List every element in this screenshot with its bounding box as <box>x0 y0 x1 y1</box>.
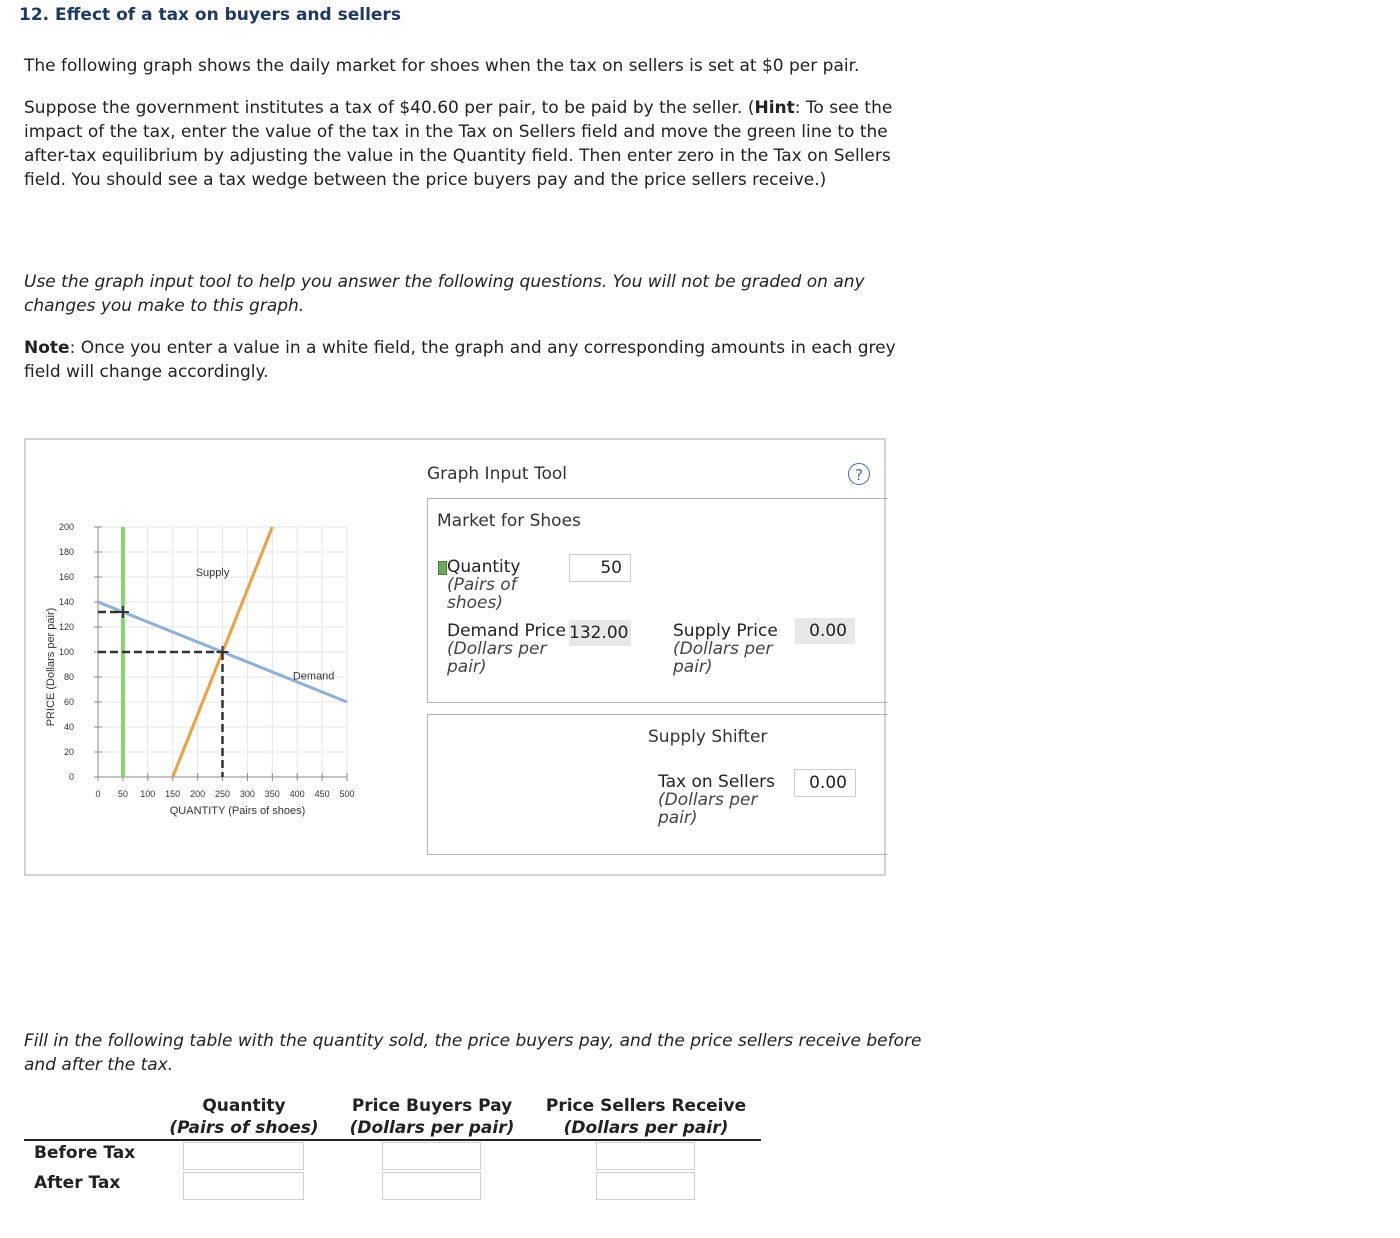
x-tick-label: 150 <box>165 789 181 799</box>
row-after-tax-label: After Tax <box>34 1173 121 1193</box>
y-tick-label: 20 <box>63 747 74 757</box>
quantity-input[interactable]: 50 <box>569 554 631 582</box>
y-axis-label: PRICE (Dollars per pair) <box>45 607 57 727</box>
before-tax-quantity-input[interactable] <box>183 1142 304 1170</box>
supply-price-label: Supply Price (Dollars per pair) <box>673 621 778 677</box>
after-tax-buyers-price-input[interactable] <box>382 1172 481 1200</box>
x-tick-label: 250 <box>214 789 231 799</box>
x-tick-label: 50 <box>117 789 128 799</box>
help-icon[interactable]: ? <box>848 463 870 485</box>
table-instruction: Fill in the following table with the quantity sold, the price buyers pay, and the price sellers receive before and after the tax. <box>24 1031 922 1075</box>
x-tick-label: 200 <box>190 789 206 799</box>
quantity-label: Quantity (Pairs of shoes) <box>447 557 521 613</box>
supply-shifter-box <box>427 714 888 855</box>
supply-shifter-title: Supply Shifter <box>648 727 768 747</box>
supply-price-value: 0.00 <box>795 618 855 644</box>
market-title: Market for Shoes <box>437 511 581 531</box>
question-title: 12. Effect of a tax on buyers and sellers <box>19 5 401 25</box>
y-tick-label: 40 <box>63 722 74 732</box>
graph-panel <box>24 438 886 876</box>
instruction-text: Use the graph input tool to help you answer the following questions. You will not be graded on any changes you make to this graph. <box>24 272 865 316</box>
x-tick-label: 0 <box>95 789 101 799</box>
y-tick-label: 200 <box>58 522 74 532</box>
note-bold: Note <box>24 338 70 358</box>
demand-price-label: Demand Price (Dollars per pair) <box>447 621 566 677</box>
y-tick-label: 140 <box>58 597 74 607</box>
hint-post: : To see the impact of the tax, enter the value of the tax in the Tax on Sellers field and move the green line to the after-tax equilibrium by adjusting the value in the Quantity field. Then enter zero in the Tax on Sellers field. You should see a tax wedge between the price buyers pay and the price sellers receive.) <box>24 98 893 190</box>
hint-pre: Suppose the government institutes a tax of $40.60 per pair, to be paid by the seller. ( <box>24 98 755 118</box>
y-tick-label: 100 <box>58 647 74 657</box>
x-tick-label: 350 <box>264 789 280 799</box>
y-tick-label: 180 <box>58 547 74 557</box>
y-tick-label: 60 <box>63 697 74 707</box>
y-tick-label: 0 <box>68 772 74 782</box>
table-header-rule <box>24 1139 761 1141</box>
market-box <box>427 498 888 703</box>
before-tax-sellers-price-input[interactable] <box>596 1142 695 1170</box>
hint-paragraph <box>24 96 934 192</box>
row-before-tax-label: Before Tax <box>34 1143 136 1163</box>
demand-price-value: 132.00 <box>569 620 631 646</box>
after-tax-quantity-input[interactable] <box>183 1172 304 1200</box>
tax-on-sellers-input[interactable]: 0.00 <box>794 769 856 797</box>
y-tick-label: 160 <box>58 572 74 582</box>
hint-bold: Hint <box>754 98 795 118</box>
x-axis-label: QUANTITY (Pairs of shoes) <box>169 805 306 817</box>
x-tick-label: 500 <box>339 789 355 799</box>
intro-text: The following graph shows the daily market for shoes when the tax on sellers is set at $0 per pair. <box>24 56 860 76</box>
col-price-buyers-header: Price Buyers Pay (Dollars per pair) <box>349 1096 515 1138</box>
x-tick-label: 450 <box>314 789 330 799</box>
x-tick-label: 400 <box>289 789 305 799</box>
after-tax-sellers-price-input[interactable] <box>596 1172 695 1200</box>
green-line-swatch-icon <box>438 561 447 575</box>
col-quantity-header: Quantity (Pairs of shoes) <box>169 1096 319 1138</box>
supply-label: Supply <box>195 566 230 579</box>
note-text: : Once you enter a value in a white field, the graph and any corresponding amounts in each grey field will change accordingly. <box>24 338 896 382</box>
market-chart[interactable] <box>26 440 406 870</box>
x-tick-label: 100 <box>140 789 156 799</box>
y-tick-label: 120 <box>58 622 74 632</box>
demand-label: Demand <box>292 670 335 683</box>
note-paragraph <box>24 336 934 384</box>
graph-input-tool-title: Graph Input Tool <box>427 464 567 484</box>
col-price-sellers-header: Price Sellers Receive (Dollars per pair) <box>545 1096 747 1138</box>
tax-on-sellers-label: Tax on Sellers (Dollars per pair) <box>658 772 776 828</box>
y-tick-label: 80 <box>63 672 74 682</box>
x-tick-label: 300 <box>239 789 255 799</box>
before-tax-buyers-price-input[interactable] <box>382 1142 481 1170</box>
